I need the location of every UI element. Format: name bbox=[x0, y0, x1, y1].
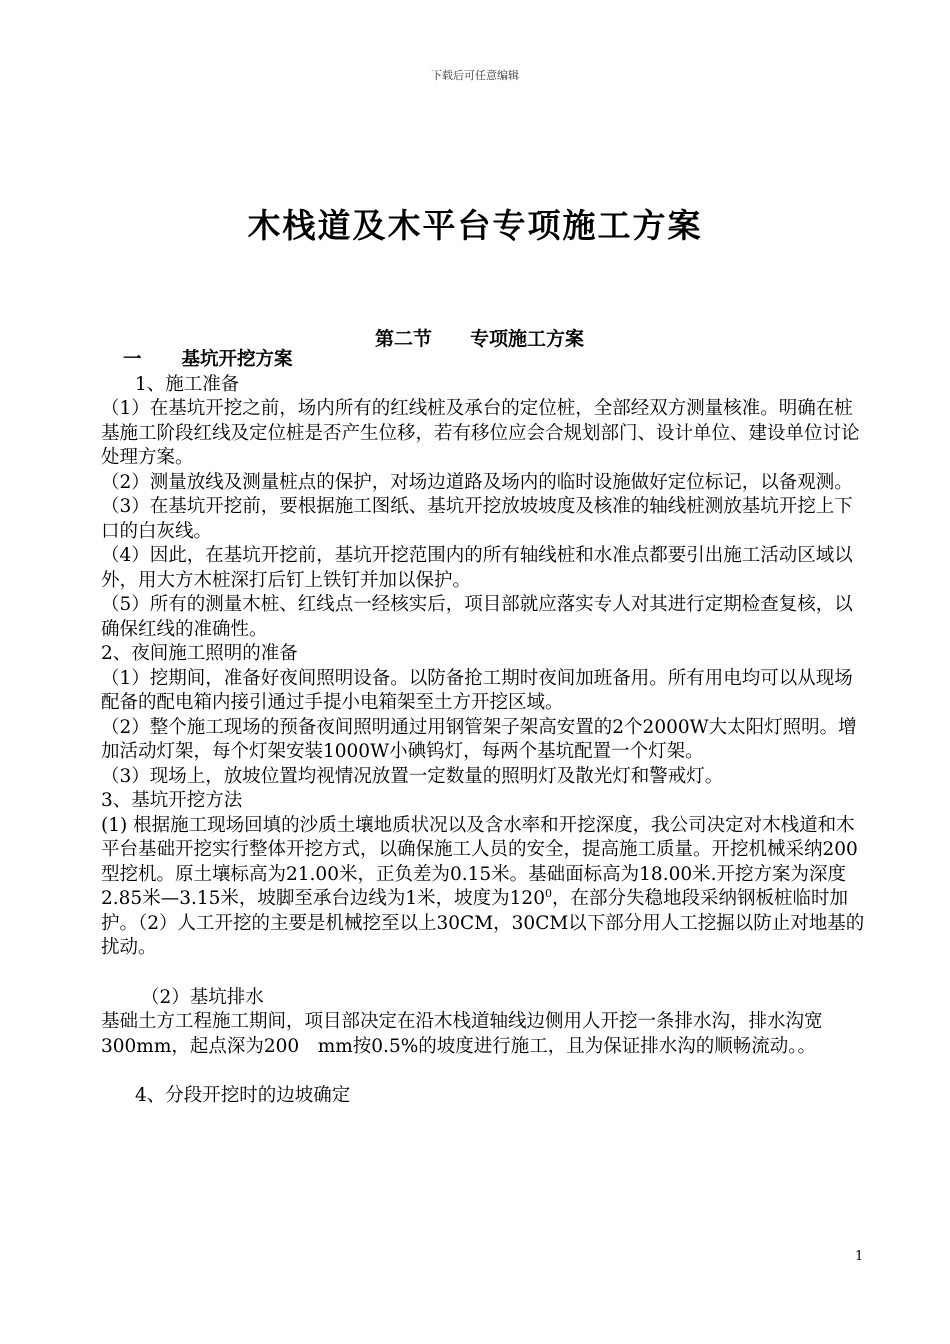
section-heading: 第二节 专项施工方案 bbox=[375, 328, 585, 350]
subsection-title-3: 3、基坑开挖方法 bbox=[101, 790, 243, 811]
sub-item-title: （2）基坑排水 bbox=[141, 986, 264, 1008]
heading-level-1 bbox=[101, 348, 871, 373]
subsection-title-1: 1、施工准备 bbox=[135, 373, 240, 395]
heading-number: 一 bbox=[123, 349, 142, 370]
subsection-title-4: 4、分段开挖时的边坡确定 bbox=[135, 1085, 351, 1106]
paragraph: （3）在基坑开挖前，要根据施工图纸、基坑开挖放坡坡度及核准的轴线桩测放基坑开挖上下口的白灰线。 bbox=[101, 496, 853, 542]
paragraph-text: (1) 根据施工现场回填的沙质土壤地质状况以及含水率和开挖深度，我公司决定对木栈道和木平台基础开挖实行整体开挖方式，以确保施工人员的安全，提高施工质量。开挖机械采纳200型挖机。原土壤标高为21.00米，正负差为0.15米。基础面标高为18.00米.开挖方案为深度2.85米—3.15米，坡脚至承台边线为1米，坡度为120 bbox=[101, 814, 858, 909]
paragraph-text: ，在部分失稳地段采纳钢板桩临时加护。（2）人工开挖的主要是机械挖至以上30CM，30CM以下部分用人工挖掘以防止对地基的扰动。 bbox=[101, 888, 865, 958]
page-number: 1 bbox=[855, 1249, 864, 1264]
paragraph: （3）现场上，放坡位置均视情况放置一定数量的照明灯及散光灯和警戒灯。 bbox=[101, 765, 724, 787]
subsection-title-2: 2、夜间施工照明的准备 bbox=[101, 643, 298, 664]
paragraph: （4）因此，在基坑开挖前，基坑开挖范围内的所有轴线桩和水准点都要引出施工活动区域以外，用大方木桩深打后钉上铁钉并加以保护。 bbox=[101, 545, 853, 591]
paragraph: （1）挖期间，准备好夜间照明设备。以防备抢工期时夜间加班备用。所有用电均可以从现场配备的配电箱内接引通过手提小电箱架至土方开挖区域。 bbox=[101, 667, 853, 713]
paragraph: 基础土方工程施工期间，项目部决定在沿木栈道轴线边侧用人开挖一条排水沟，排水沟宽300mm，起点深为200 mm按0.5%的坡度进行施工，且为保证排水沟的顺畅流动。。 bbox=[101, 1011, 823, 1057]
superscript: 0 bbox=[544, 886, 552, 900]
paragraph: （2）测量放线及测量桩点的保护，对场边道路及场内的临时设施做好定位标记，以备观测。 bbox=[101, 471, 853, 493]
document-body bbox=[101, 348, 871, 1109]
document-title: 木栈道及木平台专项施工方案 bbox=[247, 206, 703, 245]
paragraph: （1）在基坑开挖之前，场内所有的红线桩及承台的定位桩，全部经双方测量核准。明确在桩基施工阶段红线及定位桩是否产生位移，若有移位应会合规划部门、设计单位、建设单位讨论处理方案。 bbox=[101, 398, 860, 468]
page-header: 下载后可任意编辑 bbox=[431, 69, 519, 82]
paragraph: （2）整个施工现场的预备夜间照明通过用钢管架子架高安置的2个2000W大太阳灯照明。增加活动灯架，每个灯架安装1000W小碘钨灯，每两个基坑配置一个灯架。 bbox=[101, 716, 857, 762]
paragraph: （5）所有的测量木桩、红线点一经核实后，项目部就应落实专人对其进行定期检查复核，以确保红线的准确性。 bbox=[101, 594, 853, 640]
heading-text: 基坑开挖方案 bbox=[181, 349, 293, 370]
paragraph bbox=[101, 814, 871, 961]
